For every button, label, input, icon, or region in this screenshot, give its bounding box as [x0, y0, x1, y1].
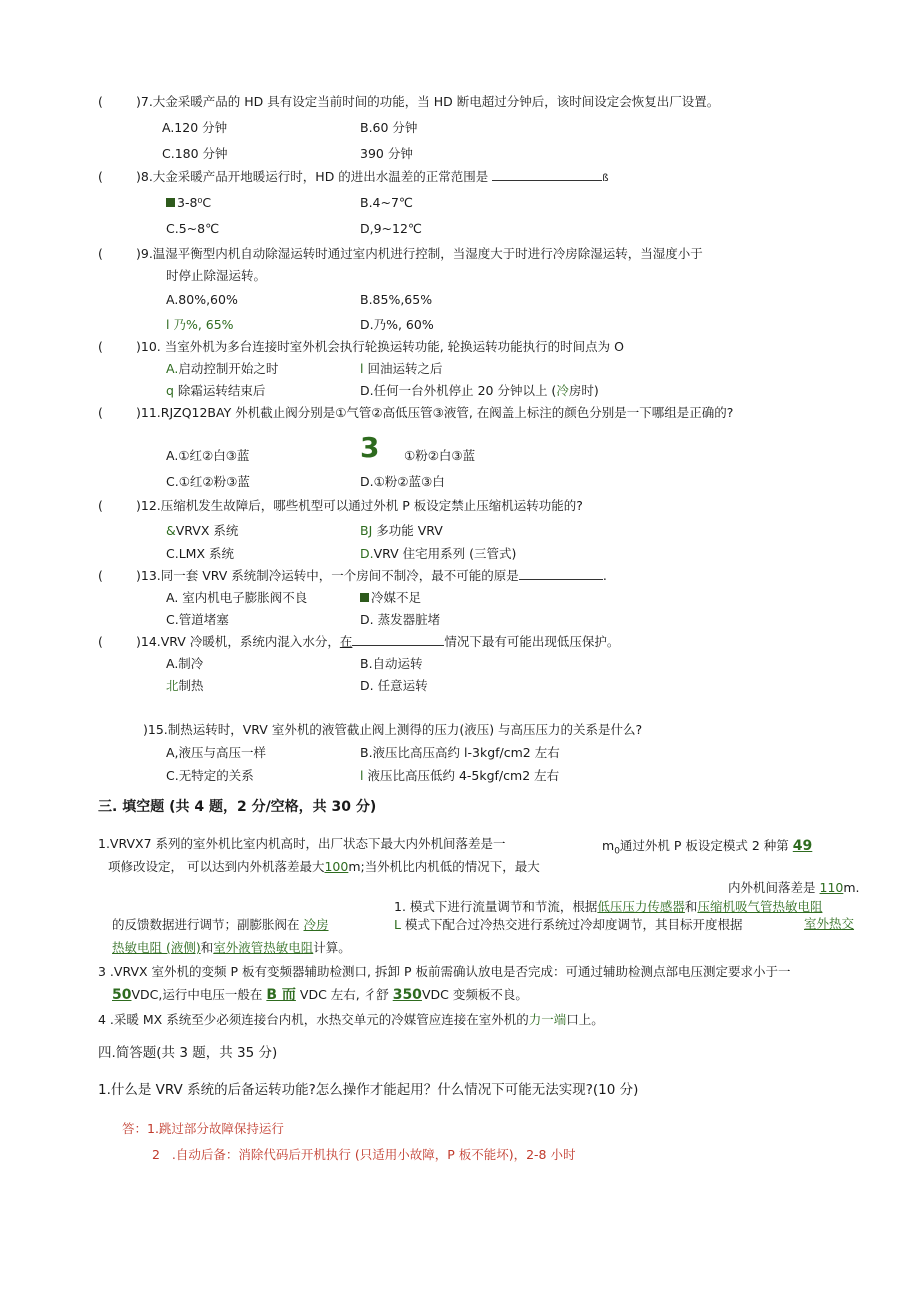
fill2-line3: 热敏电阻 (液侧)和室外液管热敏电阻计算。	[112, 940, 351, 955]
q8-option-b: B.4~7℃	[360, 195, 413, 210]
q8-option-a: 3-8⁰C	[166, 195, 211, 211]
q10-stem: )10. 当室外机为多台连接时室外机会执行轮换运转功能, 轮换运转功能执行的时间点为 O	[136, 339, 624, 354]
q9-stem-line2: 时停止除湿运转。	[166, 268, 267, 283]
q13-stem: )13.同一套 VRV 系统制冷运转中，一个房间不制冷，最不可能的原是 .	[136, 568, 607, 583]
q15-option-c: C.无特定的关系	[166, 768, 254, 783]
q13-option-a: A. 室内机电子膨胀阀不良	[166, 590, 308, 605]
fill3-line1: 3 .VRVX 室外机的变频 P 板有变频器辅助检测口, 拆卸 P 板前需确认放电是否完成：可通过辅助检测点部电压测定要求小于一	[98, 964, 791, 979]
q8-option-c: C.5~8℃	[166, 221, 220, 236]
q7-option-b: B.60 分钟	[360, 120, 418, 135]
q9-stem: )9.温湿平衡型内机自动除湿运转时通过室内机进行控制，当湿度大于时进行冷房除湿运转，当湿度小于	[136, 246, 703, 261]
q11-stem: )11.RJZQ12BAY 外机截止阀分别是①气管②高低压管③液管, 在阀盖上标注的颜色分别是一下哪组是正确的?	[136, 405, 734, 420]
answer-line2: 2 .自动后备：消除代码后开机执行 (只适用小故障，P 板不能坏)，2-8 小时	[152, 1147, 576, 1162]
q13-option-c: C.管道堵塞	[166, 612, 229, 627]
q7-option-c: C.180 分钟	[162, 146, 228, 161]
q8-paren: (	[98, 169, 103, 184]
q13-option-b: 冷媒不足	[360, 590, 421, 606]
fill4-line: 4 .采暖 MX 系统至少必须连接台内机，水热交单元的冷媒管应连接在室外机的力一端口上。	[98, 1012, 604, 1027]
q14-option-c: 北制热	[166, 678, 204, 693]
filled-square-icon	[166, 198, 175, 207]
q14-option-a: A.制冷	[166, 656, 204, 671]
q12-option-c: C.LMX 系统	[166, 546, 234, 561]
q10-paren: (	[98, 339, 103, 354]
q15-option-b: B.液压比高压高约 l-3kgf/cm2 左右	[360, 745, 560, 760]
q7-option-d: 390 分钟	[360, 146, 413, 161]
fill1-mode-ref: $m_0$通过外机 P 板设定模式 2 种第 49	[602, 838, 813, 857]
q14-paren: (	[98, 634, 103, 649]
q14-stem: )14.VRV 冷暖机，系统内混入水分，在 情况下最有可能出现低压保护。	[136, 634, 620, 649]
q7-paren: (	[98, 94, 103, 109]
q12-option-b: BJ 多功能 VRV	[360, 523, 443, 538]
q9-paren: (	[98, 246, 103, 261]
fill2-line1: 1. 模式下进行流量调节和节流，根据低压压力传感器和压缩机吸气管热敏电阻	[394, 899, 823, 914]
q10-option-c: q 除霜运转结束后	[166, 383, 266, 398]
q13-paren: (	[98, 568, 103, 583]
q9-option-c: l 乃%, 65%	[166, 317, 234, 332]
q12-option-a: &VRVX 系统	[166, 523, 239, 538]
fill2-answer-heat-exchanger: 室外热交	[804, 916, 855, 931]
q10-option-a: A.启动控制开始之时	[166, 361, 279, 376]
q10-option-b: l 回油运转之后	[360, 361, 443, 376]
q11-option-c: C.①红②粉③蓝	[166, 474, 250, 489]
q14-option-d: D. 任意运转	[360, 678, 428, 693]
fill1-line2: 项修改设定， 可以达到内外机落差最大100m;当外机比内机低的情况下，最大	[108, 859, 540, 874]
q8-stem: )8.大金采暖产品开地暖运行时，HD 的进出水温差的正常范围是 ß	[136, 169, 609, 184]
q11-option-a: A.①红②白③蓝	[166, 448, 250, 463]
q15-option-a: A,液压与高压一样	[166, 745, 267, 760]
short-answer-q1: 1.什么是 VRV 系统的后备运转功能?怎么操作才能起用？什么情况下可能无法实现?(10 分)	[98, 1082, 639, 1098]
q12-paren: (	[98, 498, 103, 513]
q9-option-d: D.乃%, 60%	[360, 317, 434, 332]
q13-option-d: D. 蒸发器脏堵	[360, 612, 441, 627]
q9-option-b: B.85%,65%	[360, 292, 433, 307]
fill1-line1: 1.VRVX7 系列的室外机比室内机高时，出厂状态下最大内外机间落差是一	[98, 836, 506, 851]
answer-line1: 答：1.跳过部分故障保持运行	[122, 1121, 284, 1136]
q12-stem: )12.压缩机发生故障后，哪些机型可以通过外机 P 板设定禁止压缩机运转功能的?	[136, 498, 583, 513]
section4-heading: 四.简答题(共 3 题，共 35 分)	[98, 1045, 278, 1061]
section3-heading: 三. 填空题 (共 4 题，2 分/空格，共 30 分)	[98, 799, 377, 815]
q7-stem: )7.大金采暖产品的 HD 具有设定当前时间的功能，当 HD 断电超过分钟后，该时间设定会恢复出厂设置。	[136, 94, 720, 109]
q11-paren: (	[98, 405, 103, 420]
q14-option-b: B.自动运转	[360, 656, 423, 671]
fill2-line2-right: L 模式下配合过冷热交进行系统过冷却度调节，其目标开度根据	[394, 917, 743, 932]
q10-option-d: D.任何一台外机停止 20 分钟以上 (冷房时)	[360, 383, 599, 398]
q8-option-d: D,9~12℃	[360, 221, 422, 236]
q7-option-a: A.120 分钟	[162, 120, 228, 135]
fill3-line2: 50VDC,运行中电压一般在 B 而 VDC 左右, 彳舒 350VDC 变频板不良。	[112, 987, 528, 1003]
q15-stem: )15.制热运转时，VRV 室外机的液管截止阀上测得的压力(液压) 与高压压力的关系是什么?	[143, 722, 643, 737]
q9-option-a: A.80%,60%	[166, 292, 238, 307]
q15-option-d: l 液压比高压低约 4-5kgf/cm2 左右	[360, 768, 560, 783]
q11-handwritten-answer: 3	[360, 431, 380, 464]
q11-option-b: ①粉②白③蓝	[404, 448, 476, 463]
fill2-line2-left: 的反馈数据进行调节；副膨胀阀在 冷房	[112, 917, 329, 932]
fill1-line3: 内外机间落差是 110m.	[728, 880, 860, 895]
q11-option-d: D.①粉②蓝③白	[360, 474, 445, 489]
q12-option-d: D.VRV 住宅用系列 (三管式)	[360, 546, 517, 561]
filled-square-icon	[360, 593, 369, 602]
